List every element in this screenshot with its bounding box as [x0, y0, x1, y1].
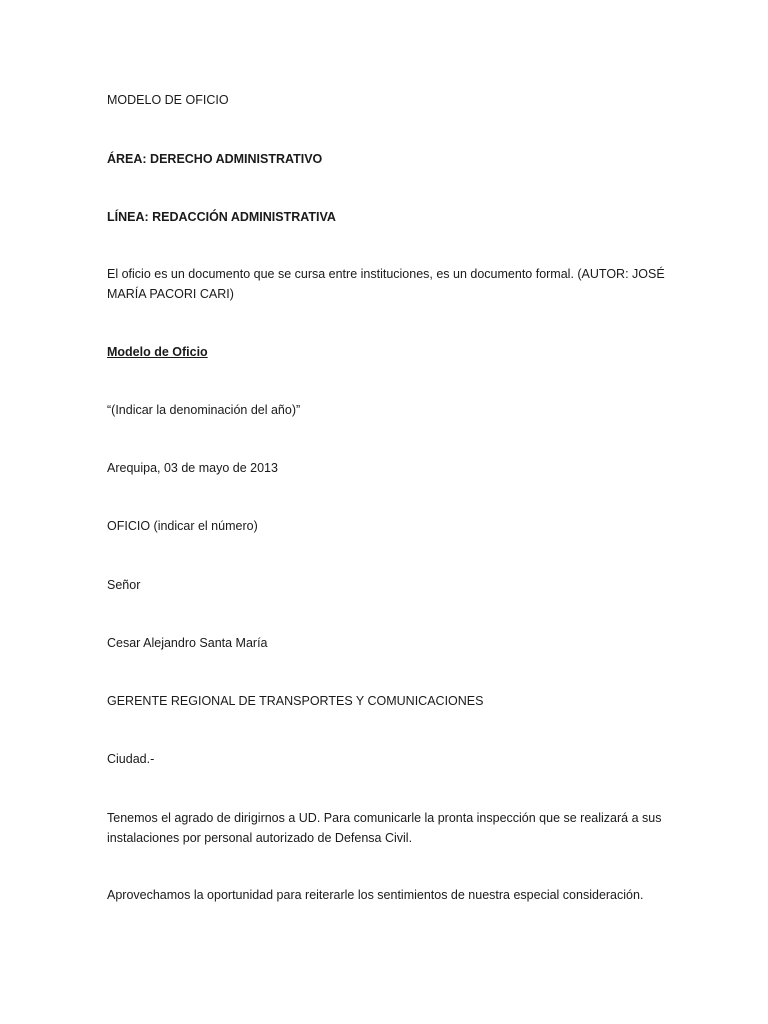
year-denomination: “(Indicar la denominación del año)”	[107, 403, 301, 417]
area-heading: ÁREA: DERECHO ADMINISTRATIVO	[107, 152, 323, 166]
recipient-name: Cesar Alejandro Santa María	[107, 636, 268, 650]
city-line: Ciudad.-	[107, 752, 155, 766]
closing-paragraph: Aprovechamos la oportunidad para reiterarle los sentimientos de nuestra especial consideración.	[107, 888, 644, 902]
salutation: Señor	[107, 578, 141, 592]
oficio-number: OFICIO (indicar el número)	[107, 519, 258, 533]
intro-paragraph: El oficio es un documento que se cursa entre instituciones, es un documento formal. (AUTOR: JOSÉ MARÍA PACORI CARI)	[107, 267, 665, 301]
recipient-title: GERENTE REGIONAL DE TRANSPORTES Y COMUNICACIONES	[107, 694, 484, 708]
section-heading: Modelo de Oficio	[107, 345, 208, 359]
place-date: Arequipa, 03 de mayo de 2013	[107, 461, 278, 475]
linea-heading: LÍNEA: REDACCIÓN ADMINISTRATIVA	[107, 210, 336, 224]
document-title: MODELO DE OFICIO	[107, 93, 229, 107]
body-paragraph: Tenemos el agrado de dirigirnos a UD. Para comunicarle la pronta inspección que se realizará a sus instalaciones por personal autorizado de Defensa Civil.	[107, 811, 662, 845]
